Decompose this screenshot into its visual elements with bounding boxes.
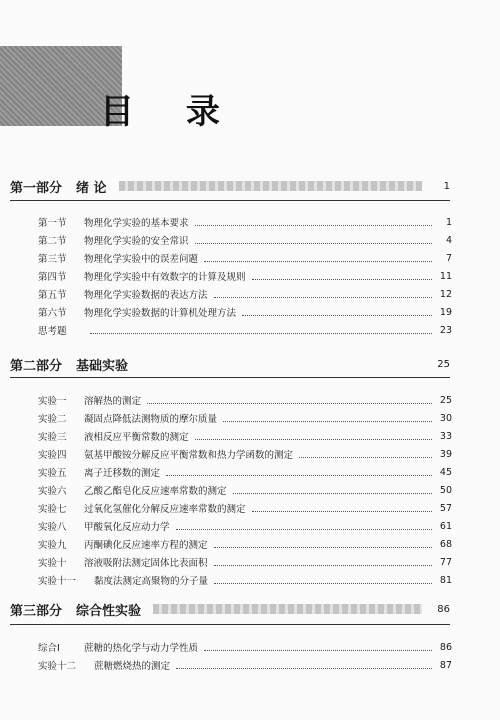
entry-page: 25 — [439, 394, 452, 406]
part-heading-3 — [10, 599, 450, 619]
entry-page: 39 — [439, 448, 452, 460]
entry-text: 过氧化氢催化分解反应速率常数的测定 — [84, 504, 246, 515]
entry-text: 蔗糖的热化学与动力学性质 — [84, 643, 199, 654]
entry-page: 4 — [445, 234, 452, 246]
entry-label: 实验八 — [38, 522, 67, 533]
entry-label: 第六节 — [38, 308, 67, 319]
entry-text: 溶解热的测定 — [84, 396, 142, 407]
entry-label: 第三节 — [38, 254, 67, 265]
toc-entry[interactable] — [38, 537, 452, 551]
leader-dots — [204, 254, 432, 262]
entry-page: 12 — [439, 288, 452, 300]
entry-text: 离子迁移数的测定 — [84, 468, 161, 479]
entry-page: 61 — [439, 520, 452, 532]
toc-entry[interactable] — [38, 251, 452, 265]
part-divider-bar — [119, 181, 422, 191]
entry-page: 7 — [445, 252, 452, 264]
entry-label: 实验十二 — [38, 661, 77, 672]
entry-text: 氨基甲酸铵分解反应平衡常数和热力学函数的测定 — [84, 450, 294, 461]
toc-entry[interactable] — [38, 555, 452, 569]
leader-dots — [195, 236, 432, 244]
entry-text: 物理化学实验数据的计算机处理方法 — [84, 308, 237, 319]
entry-label: 第四节 — [38, 272, 67, 283]
leader-dots — [204, 643, 432, 651]
leader-dots — [252, 272, 432, 280]
entry-text: 黏度法测定高聚物的分子量 — [94, 576, 209, 587]
entry-label: 实验十 — [38, 558, 67, 569]
entry-page: 19 — [439, 306, 452, 318]
part-label: 第二部分 — [10, 358, 63, 374]
entry-text: 溶液吸附法测定固体比表面积 — [84, 558, 208, 569]
entry-label: 实验七 — [38, 504, 67, 515]
part-page-number: 25 — [437, 358, 450, 370]
entry-text: 物理化学实验数据的表达方法 — [84, 290, 208, 301]
leader-dots — [176, 661, 432, 669]
entry-label: 实验二 — [38, 414, 67, 425]
entry-label: 第五节 — [38, 290, 67, 301]
part-page-number: 1 — [443, 180, 450, 192]
part-rule — [10, 377, 450, 378]
leader-dots — [195, 432, 432, 440]
toc-entry[interactable] — [38, 269, 452, 283]
entry-page: 86 — [439, 641, 452, 653]
part-rule — [10, 624, 450, 625]
toc-entry[interactable] — [38, 233, 452, 247]
page-title: 目 录 — [100, 92, 240, 132]
toc-entry[interactable] — [38, 429, 452, 443]
entry-text: 物理化学实验的安全常识 — [84, 236, 189, 247]
entry-label: 实验十一 — [38, 576, 77, 587]
part-heading-1 — [10, 176, 450, 196]
entry-page: 23 — [439, 324, 452, 336]
toc-entry[interactable] — [38, 640, 452, 654]
leader-dots — [242, 308, 432, 316]
entry-page: 57 — [439, 502, 452, 514]
entry-text: 物理化学实验中有效数字的计算及规则 — [84, 272, 246, 283]
entry-page: 30 — [439, 412, 452, 424]
entry-label: 实验一 — [38, 396, 67, 407]
part-name: 综合性实验 — [76, 603, 142, 619]
entry-text: 甲酸氧化反应动力学 — [84, 522, 170, 533]
part-heading-2 — [10, 354, 450, 374]
part-name: 绪 论 — [76, 180, 107, 196]
toc-entry[interactable] — [38, 573, 452, 587]
entry-page: 68 — [439, 538, 452, 550]
entry-page: 45 — [439, 466, 452, 478]
entry-text: 凝固点降低法测物质的摩尔质量 — [84, 414, 218, 425]
entry-page: 87 — [439, 659, 452, 671]
entry-label: 实验三 — [38, 432, 67, 443]
entry-page: 81 — [439, 574, 452, 586]
entry-text: 蔗糖燃烧热的测定 — [94, 661, 171, 672]
entry-label: 实验六 — [38, 486, 67, 497]
toc-entry[interactable] — [38, 287, 452, 301]
entry-label: 实验五 — [38, 468, 67, 479]
leader-dots — [176, 522, 432, 530]
leader-dots — [233, 486, 432, 494]
entry-text: 物理化学实验的基本要求 — [84, 218, 189, 229]
leader-dots — [252, 504, 432, 512]
leader-dots — [147, 396, 432, 404]
toc-entry[interactable] — [38, 447, 452, 461]
toc-entry[interactable] — [38, 465, 452, 479]
toc-entry[interactable] — [38, 215, 452, 229]
toc-entry[interactable] — [38, 519, 452, 533]
entry-page: 77 — [439, 556, 452, 568]
entry-label: 实验九 — [38, 540, 67, 551]
toc-entry[interactable] — [38, 501, 452, 515]
leader-dots — [214, 540, 432, 548]
part-label: 第三部分 — [10, 603, 63, 619]
entry-text: 液相反应平衡常数的测定 — [84, 432, 189, 443]
part-label: 第一部分 — [10, 180, 63, 196]
leader-dots — [214, 576, 432, 584]
entry-label: 实验四 — [38, 450, 67, 461]
toc-entry[interactable] — [38, 305, 452, 319]
entry-page: 50 — [439, 484, 452, 496]
entry-text: 物理化学实验中的误差问题 — [84, 254, 199, 265]
toc-entry[interactable] — [38, 323, 452, 337]
leader-dots — [166, 468, 432, 476]
toc-entry[interactable] — [38, 483, 452, 497]
part-rule — [10, 200, 450, 201]
leader-dots — [299, 450, 432, 458]
entry-text: 乙酸乙酯皂化反应速率常数的测定 — [84, 486, 227, 497]
entry-label: 第一节 — [38, 218, 67, 229]
part-page-number: 86 — [437, 603, 450, 615]
entry-page: 1 — [445, 216, 452, 228]
leader-dots — [223, 414, 432, 422]
leader-dots — [214, 290, 432, 298]
entry-page: 33 — [439, 430, 452, 442]
part-name: 基础实验 — [76, 358, 129, 374]
entry-label: 第二节 — [38, 236, 67, 247]
entry-label: 思考题 — [38, 326, 67, 337]
leader-dots — [90, 326, 432, 334]
entry-page: 11 — [439, 270, 452, 282]
leader-dots — [214, 558, 432, 566]
toc-entry[interactable] — [38, 393, 452, 407]
part-divider-bar — [153, 604, 422, 614]
toc-entry[interactable] — [38, 658, 452, 672]
entry-text: 丙酮碘化反应速率方程的测定 — [84, 540, 208, 551]
toc-entry[interactable] — [38, 411, 452, 425]
entry-label: 综合Ⅰ — [38, 643, 60, 654]
leader-dots — [195, 218, 432, 226]
